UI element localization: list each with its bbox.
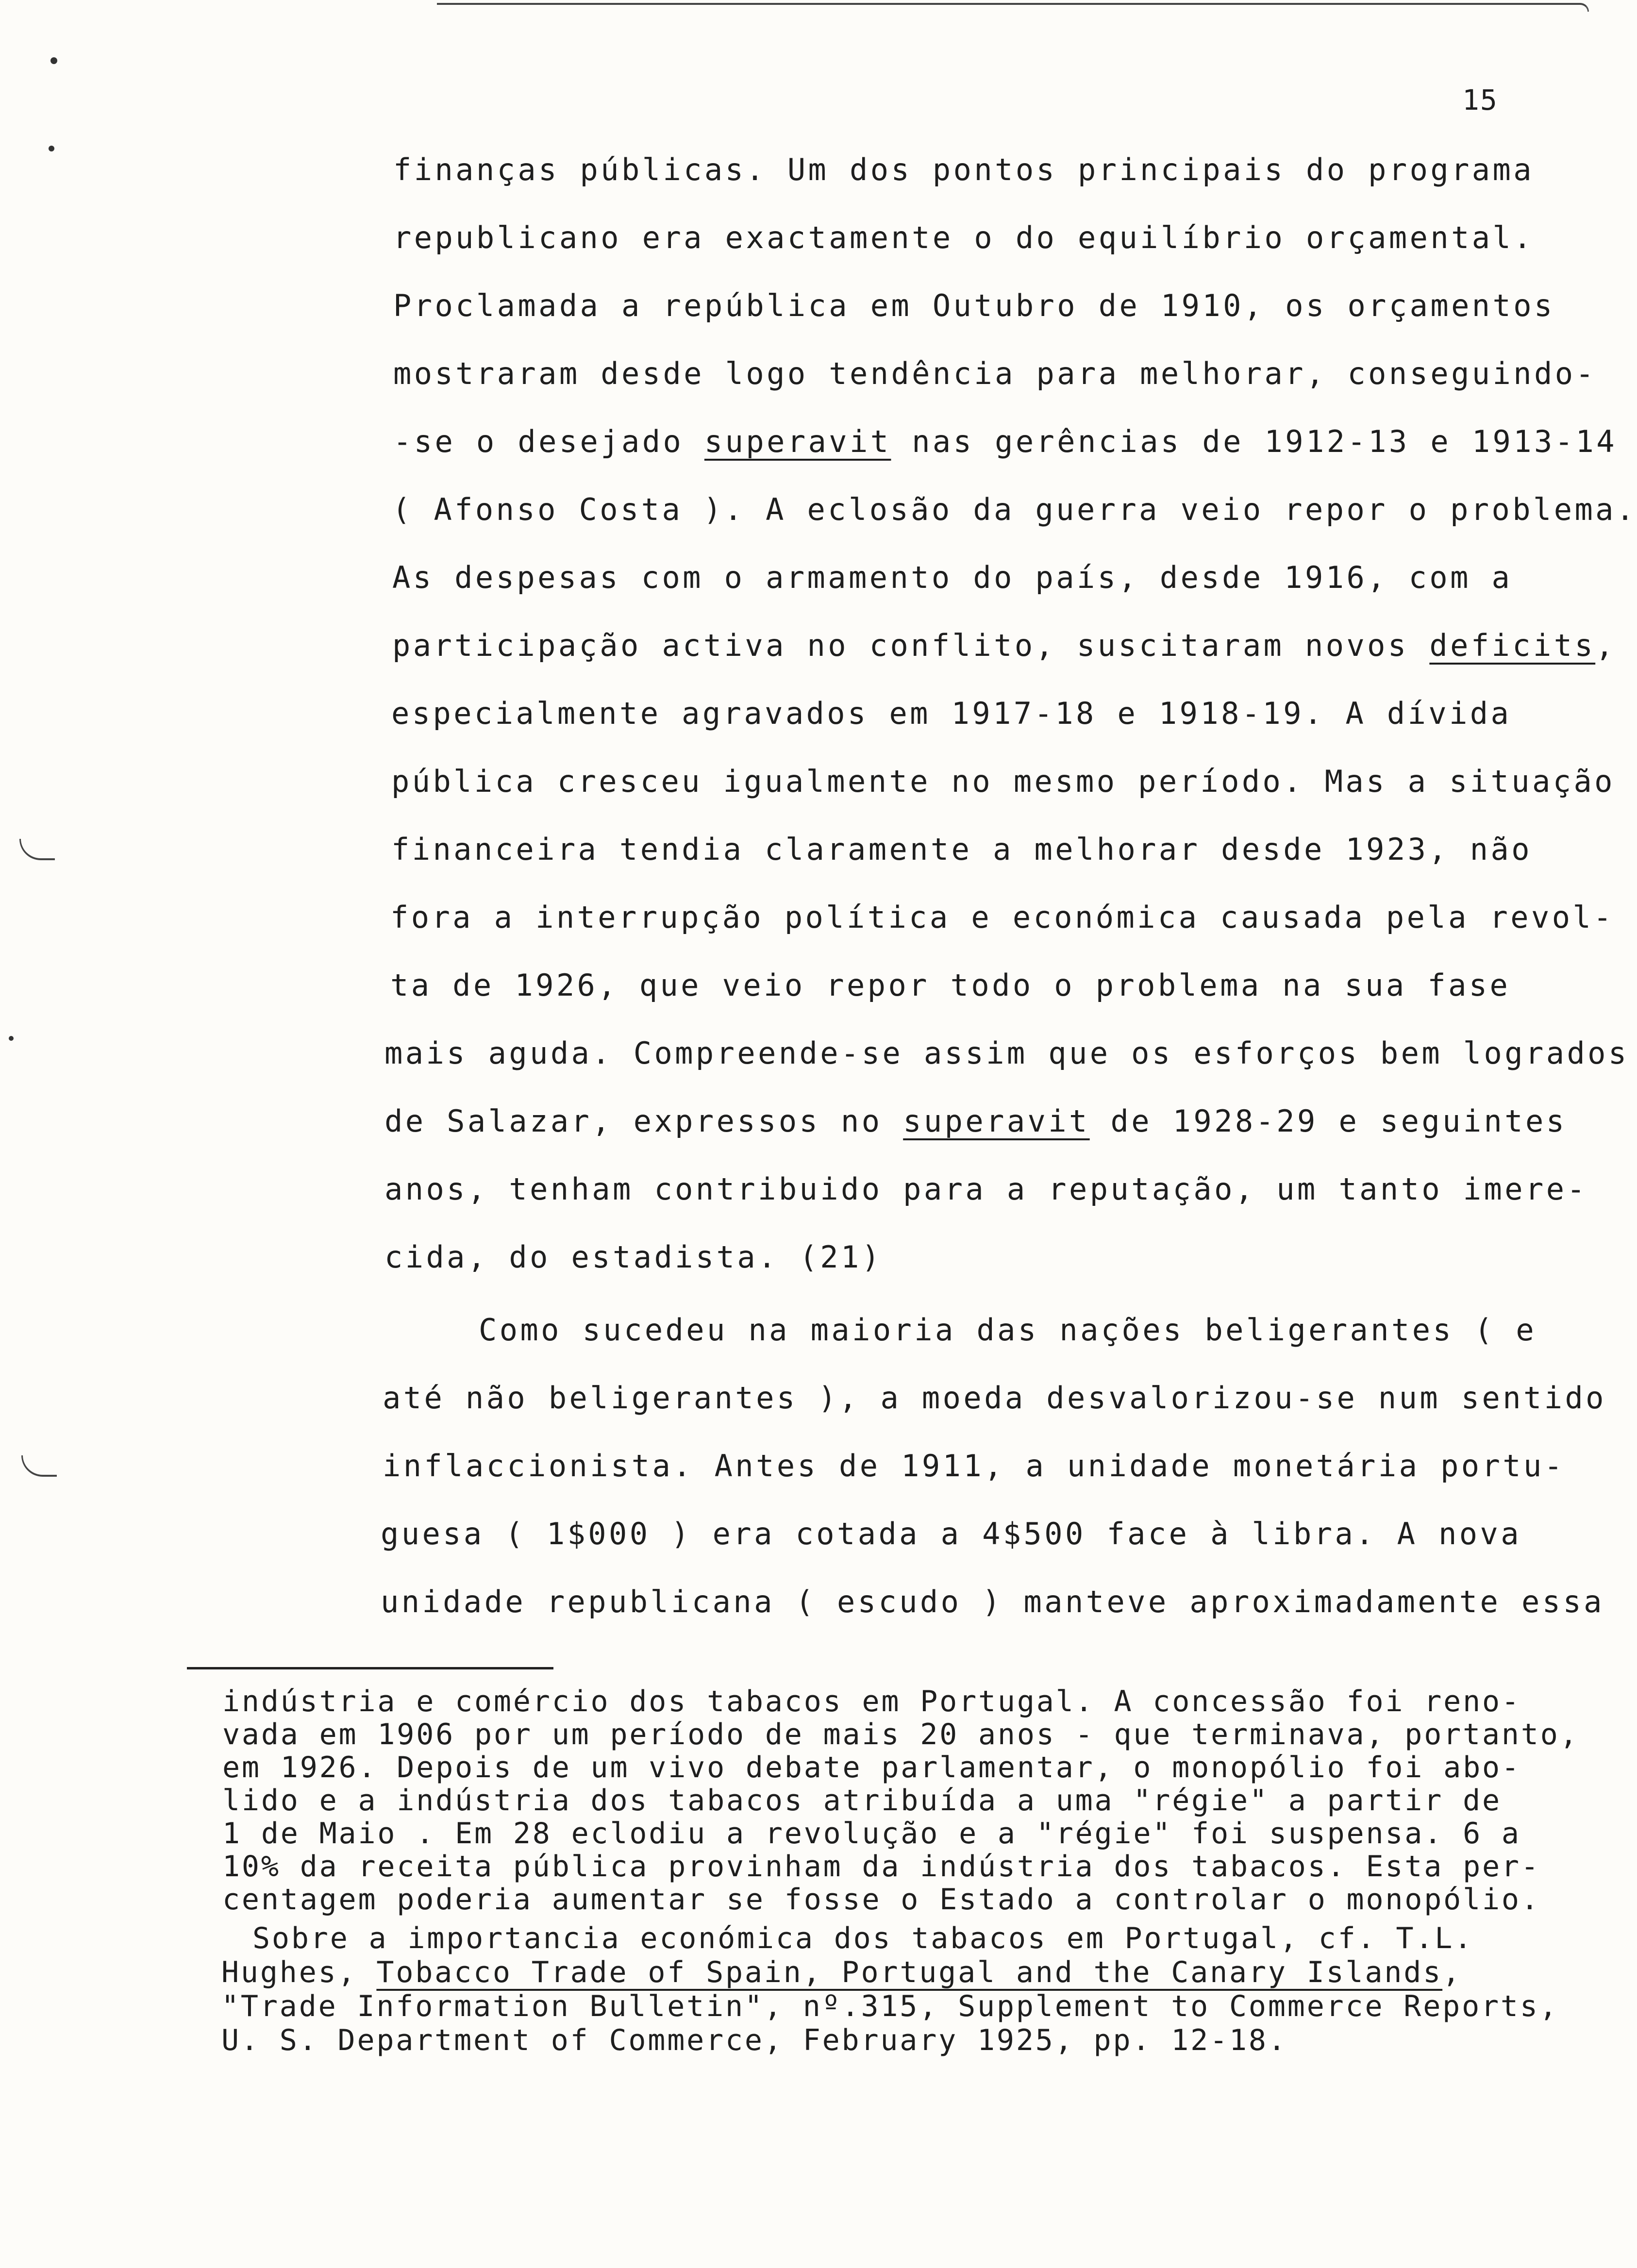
text-run: indústria e comércio dos tabacos em Portugal. A concessão foi reno- [222, 1684, 1521, 1718]
body-line [393, 218, 1534, 257]
margin-mark [19, 839, 55, 860]
body-line [383, 1379, 1606, 1418]
footnote-line [221, 1989, 1559, 2023]
text-run: lido e a indústria dos tabacos atribuída a uma "régie" a partir de [222, 1784, 1502, 1818]
text-run: , [1595, 628, 1616, 663]
text-run: unidade republicana ( escudo ) manteve aproximadamente essa [381, 1584, 1604, 1619]
footnote-line [222, 1751, 1521, 1784]
underlined-text: superavit [903, 1103, 1090, 1139]
text-run: 10% da receita pública provinham da indústria dos tabacos. Esta per- [222, 1850, 1540, 1884]
footnote-line [221, 1955, 1462, 1989]
text-run: participação activa no conflito, suscitaram novos [392, 628, 1430, 663]
text-run: , [1442, 1955, 1462, 1989]
footnote-separator [187, 1667, 553, 1669]
margin-dot [9, 1036, 14, 1041]
margin-mark [21, 1455, 57, 1477]
body-line [479, 1311, 1537, 1350]
footnote-line [222, 1817, 1521, 1851]
text-run: mostraram desde logo tendência para melhorar, conseguindo- [393, 356, 1597, 391]
body-line [393, 422, 1617, 461]
body-line [384, 1170, 1587, 1209]
text-run: inflaccionista. Antes de 1911, a unidade monetária portu- [383, 1448, 1565, 1484]
body-line [392, 626, 1616, 665]
body-line [384, 1034, 1629, 1073]
body-line [393, 286, 1555, 325]
text-run: guesa ( 1$000 ) era cotada a 4$500 face à libra. A nova [381, 1516, 1521, 1551]
text-run: Como sucedeu na maioria das nações beligerantes ( e [479, 1312, 1537, 1348]
footnote-line [222, 1718, 1579, 1751]
underlined-text: superavit [704, 424, 891, 459]
footnote-line [222, 1883, 1540, 1917]
body-line [393, 354, 1596, 393]
text-run: U. S. Department of Commerce, February 1925, pp. 12-18. [221, 2023, 1287, 2057]
text-run: mais aguda. Compreende-se assim que os esforços bem logrados [384, 1035, 1629, 1071]
body-line [381, 1515, 1521, 1553]
footnote-line [222, 1784, 1502, 1818]
text-run: vada em 1906 por um período de mais 20 anos - que terminava, portanto, [222, 1718, 1579, 1751]
text-run: 1 de Maio . Em 28 eclodiu a revolução e a "régie" foi suspensa. 6 a [222, 1817, 1521, 1851]
footnote-line [222, 1684, 1521, 1718]
text-run: finanças públicas. Um dos pontos principais do programa [393, 152, 1534, 187]
body-line [391, 762, 1615, 801]
body-line [390, 966, 1510, 1005]
text-run: ta de 1926, que veio repor todo o problema na sua fase [390, 967, 1511, 1003]
footnote-line [252, 1921, 1473, 1955]
text-run: fora a interrupção política e económica causada pela revol- [390, 900, 1614, 935]
body-line [393, 150, 1534, 189]
text-run: financeira tendia claramente a melhorar desde 1923, não [391, 832, 1532, 867]
text-run: especialmente agravados em 1917-18 e 1918-19. A dívida [391, 696, 1512, 731]
text-run: cida, do estadista. (21) [384, 1239, 883, 1275]
text-run: ( Afonso Costa ). A eclosão da guerra veio repor o problema. [392, 492, 1637, 527]
body-line [384, 1102, 1567, 1141]
body-line [392, 558, 1512, 597]
text-run: de Salazar, expressos no [384, 1103, 903, 1139]
text-run: -se o desejado [393, 424, 704, 459]
text-run: centagem poderia aumentar se fosse o Estado a controlar o monopólio. [222, 1883, 1540, 1917]
footnote-line [222, 1850, 1540, 1884]
text-run: nas gerências de 1912-13 e 1913-14 [891, 424, 1617, 459]
margin-dot [49, 146, 54, 151]
text-run: Proclamada a república em Outubro de 1910, os orçamentos [393, 288, 1555, 323]
body-line [381, 1583, 1604, 1621]
underlined-text: Tobacco Trade of Spain, Portugal and the Canary Islands [376, 1955, 1443, 1989]
body-line [392, 490, 1637, 529]
margin-dot [50, 57, 57, 64]
page-top-edge-line [437, 3, 1589, 12]
text-run: em 1926. Depois de um vivo debate parlamentar, o monopólio foi abo- [222, 1751, 1521, 1784]
text-run: de 1928-29 e seguintes [1089, 1103, 1567, 1139]
body-line [391, 694, 1511, 733]
text-run: As despesas com o armamento do país, desde 1916, com a [392, 560, 1513, 595]
text-run: até não beligerantes ), a moeda desvalorizou-se num sentido [383, 1380, 1606, 1416]
text-run: "Trade Information Bulletin", nº.315, Supplement to Commerce Reports, [221, 1989, 1559, 2023]
page-number: 15 [1462, 83, 1498, 117]
text-run: Sobre a importancia económica dos tabacos em Portugal, cf. T.L. [252, 1921, 1474, 1955]
text-run: pública cresceu igualmente no mesmo período. Mas a situação [391, 764, 1615, 799]
body-line [391, 830, 1532, 869]
body-line [390, 898, 1614, 937]
footnote-line [221, 2023, 1287, 2057]
text-run: Hughes, [221, 1955, 377, 1989]
underlined-text: deficits [1429, 628, 1596, 663]
body-line [384, 1238, 882, 1277]
text-run: republicano era exactamente o do equilíbrio orçamental. [393, 220, 1534, 255]
body-line [383, 1447, 1565, 1485]
text-run: anos, tenham contribuido para a reputação, um tanto imere- [384, 1171, 1588, 1207]
